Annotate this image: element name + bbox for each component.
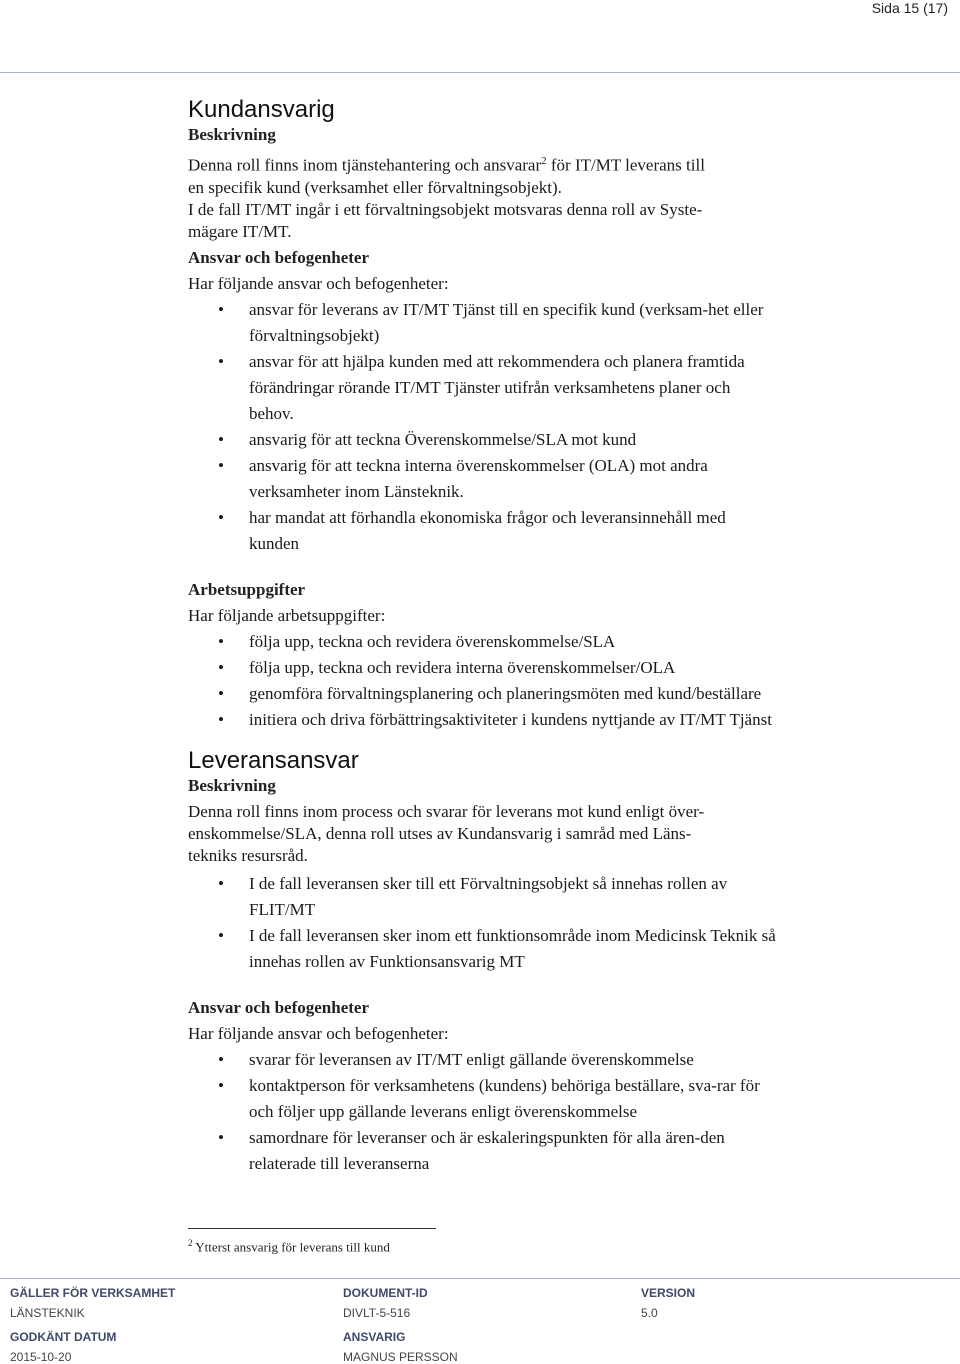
section-title-kundansvarig: Kundansvarig <box>188 96 335 123</box>
description-line: I de fall IT/MT ingår i ett förvaltningsobjekt motsvaras denna roll av Syste- <box>188 199 703 219</box>
footer-divider <box>0 1278 960 1279</box>
footer-value-dokument: DIVLT-5-516 <box>343 1306 411 1320</box>
footnote-text: Ytterst ansvarig för leverans till kund <box>195 1239 390 1255</box>
footer-label-version: VERSION <box>641 1286 696 1300</box>
description-line: mägare IT/MT. <box>188 221 292 241</box>
footnote <box>188 1238 390 1255</box>
footer-label-godkant: GODKÄNT DATUM <box>10 1330 117 1344</box>
list-item: • I de fall leveransen sker inom ett funktionsområde inom Medicinsk Teknik så innehas rollen av Funktionsansvarig MT <box>188 923 778 975</box>
description-line: Denna roll finns inom tjänstehantering och ansvarar$^2$ för IT/MT leverans till <box>188 155 705 175</box>
footer-label-galler: GÄLLER FÖR VERKSAMHET <box>10 1286 176 1300</box>
list-item: • ansvarig för att teckna interna överenskommelser (OLA) mot andra verksamheter inom Länsteknik. <box>188 453 778 505</box>
description-line: tekniks resursråd. <box>188 845 308 865</box>
list-item: • följa upp, teckna och revidera interna överenskommelser/OLA <box>188 655 778 681</box>
list-item: • ansvar för att hjälpa kunden med att rekommendera och planera framtida förändringar rörande IT/MT Tjänster utifrån verksamhetens planer och behov. <box>188 349 778 427</box>
footer-value-version: 5.0 <box>641 1306 658 1320</box>
role-list <box>188 871 778 975</box>
footer-value-galler: LÄNSTEKNIK <box>10 1306 85 1320</box>
list-item: • följa upp, teckna och revidera överenskommelse/SLA <box>188 629 778 655</box>
subheading-beskrivning: Beskrivning <box>188 775 276 795</box>
subheading-ansvar: Ansvar och befogenheter <box>188 247 369 267</box>
list-item: • I de fall leveransen sker till ett Förvaltningsobjekt så innehas rollen av FLIT/MT <box>188 871 778 923</box>
list-item: • svarar för leveransen av IT/MT enligt gällande överenskommelse <box>188 1047 778 1073</box>
list-item: • initiera och driva förbättringsaktiviteter i kundens nyttjande av IT/MT Tjänst <box>188 707 778 733</box>
description-line: enskommelse/SLA, denna roll utses av Kundansvarig i samråd med Läns- <box>188 823 692 843</box>
description-line: en specifik kund (verksamhet eller förvaltningsobjekt). <box>188 177 562 197</box>
section-title-leveransansvar: Leveransansvar <box>188 746 359 774</box>
description-line: Denna roll finns inom process och svarar för leverans mot kund enligt över- <box>188 801 705 821</box>
list-item: • samordnare för leveranser och är eskaleringspunkten för alla ären-den relaterade till leveranserna <box>188 1125 778 1177</box>
list-item: • genomföra förvaltningsplanering och planeringsmöten med kund/beställare <box>188 681 778 707</box>
subheading-ansvar: Ansvar och befogenheter <box>188 997 369 1017</box>
footer-label-dokument: DOKUMENT-ID <box>343 1286 428 1300</box>
header-divider <box>0 72 960 73</box>
footnote-number: 2 <box>188 1238 193 1248</box>
footer-label-ansvarig: ANSVARIG <box>343 1330 406 1344</box>
subheading-beskrivning: Beskrivning <box>188 125 276 144</box>
list-item: • kontaktperson för verksamhetens (kundens) behöriga beställare, sva-rar för och följer upp gällande leverans enligt överenskommelse <box>188 1073 778 1125</box>
ansvar-list <box>188 297 778 557</box>
list-item: • ansvarig för att teckna Överenskommelse/SLA mot kund <box>188 427 778 453</box>
footer-value-ansvarig: MAGNUS PERSSON <box>343 1350 458 1364</box>
ansvar-intro: Har följande ansvar och befogenheter: <box>188 273 449 293</box>
page-number: Sida 15 (17) <box>871 0 948 16</box>
ansvar-intro: Har följande ansvar och befogenheter: <box>188 1023 449 1043</box>
list-item: • ansvar för leverans av IT/MT Tjänst till en specifik kund (verksam-het eller förvaltningsobjekt) <box>188 297 778 349</box>
subheading-arbetsuppgifter: Arbetsuppgifter <box>188 579 306 599</box>
footer-value-godkant: 2015-10-20 <box>10 1350 72 1364</box>
list-item: • har mandat att förhandla ekonomiska frågor och leveransinnehåll med kunden <box>188 505 778 557</box>
document-body <box>188 96 778 1177</box>
footnote-divider <box>188 1228 436 1229</box>
arbets-intro: Har följande arbetsuppgifter: <box>188 605 386 625</box>
arbets-list <box>188 629 778 733</box>
ansvar-list <box>188 1047 778 1177</box>
footnote-ref: 2 <box>541 155 547 167</box>
